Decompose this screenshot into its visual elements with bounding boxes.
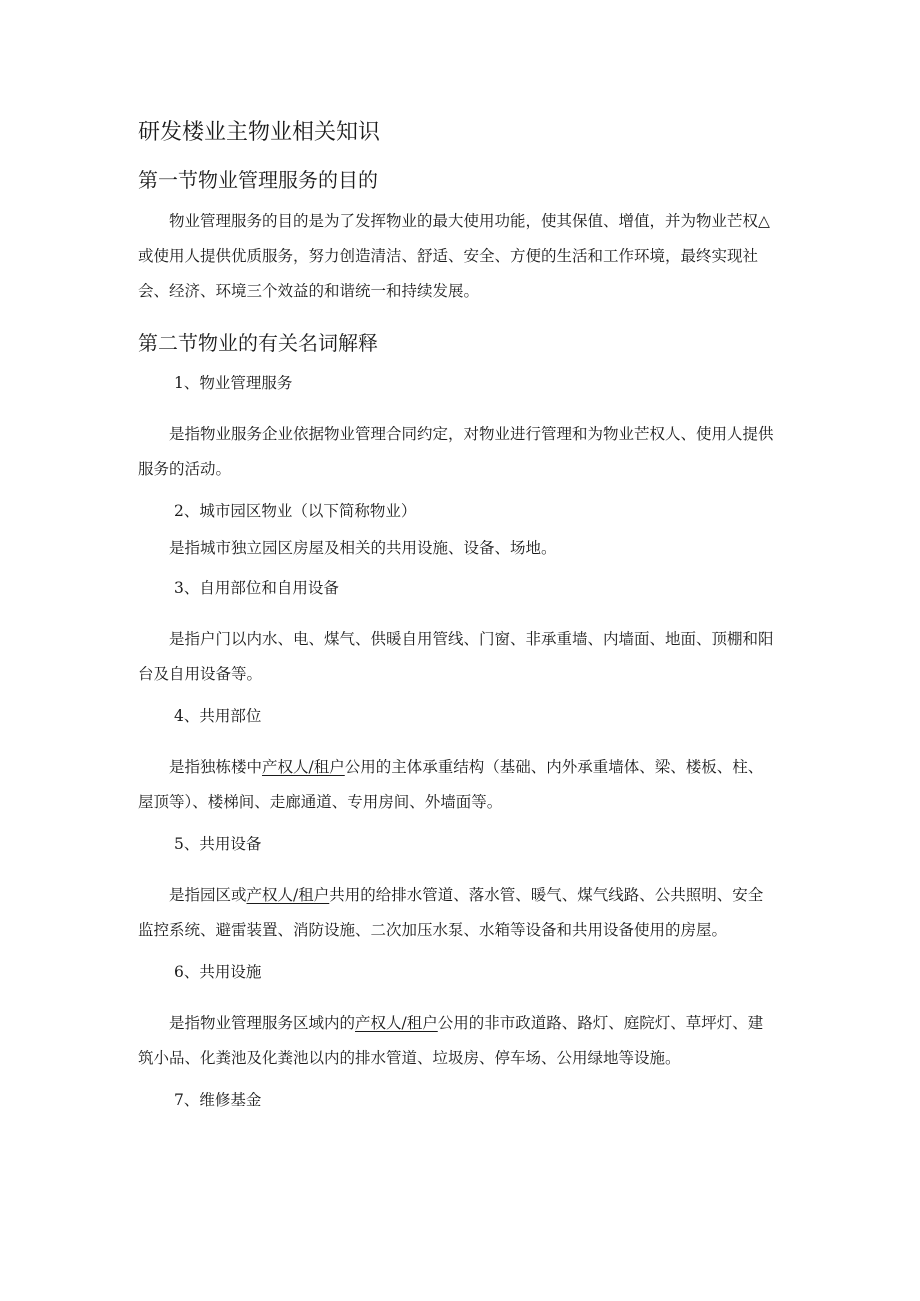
term-5-definition — [138, 878, 778, 948]
term-6-definition-pre: 是指物业管理服务区域内的 — [169, 1014, 356, 1032]
term-6-underlined-parties: 产权人/租户 — [355, 1014, 438, 1032]
term-1-definition-text: 是指物业服务企业依据物业管理合同约定，对物业进行管理和为物业芒权人、使用人提供服务的活动。 — [138, 425, 774, 478]
term-4-label: 4、共用部位 — [174, 707, 262, 725]
document-title: 研发楼业主物业相关知识 — [138, 120, 381, 145]
term-4-underlined-parties: 产权人/租户 — [262, 758, 345, 776]
section-1-paragraph: 物业管理服务的目的是为了发挥物业的最大使用功能，使其保值、增值，并为物业芒权△或使用人提供优质服务，努力创造清洁、舒适、安全、方便的生活和工作环境，最终实现社会、经济、环境三个效益的和谐统一和持续发展。 — [138, 212, 770, 300]
term-2-label: 2、城市园区物业（以下简称物业） — [174, 502, 417, 520]
term-2-definition — [138, 531, 778, 566]
term-2-definition-text: 是指城市独立园区房屋及相关的共用设施、设备、场地。 — [169, 539, 557, 557]
section-2-heading: 第二节物业的有关名词解释 — [138, 331, 378, 355]
term-3-definition — [138, 622, 778, 692]
section-1-heading: 第一节物业管理服务的目的 — [138, 168, 378, 192]
term-1-label: 1、物业管理服务 — [174, 374, 293, 392]
term-1-definition — [138, 417, 778, 487]
document-body — [138, 118, 778, 1114]
term-4-definition-pre: 是指独栋楼中 — [169, 758, 263, 776]
term-6-definition — [138, 1006, 778, 1076]
term-6-definition-post: 公用的非市政道路、路灯、庭院灯、草坪灯、建筑小品、化粪池及化粪池以内的排水管道、垃圾房、停车场、公用绿地等设施。 — [138, 1014, 764, 1067]
term-3-definition-text: 是指户门以内水、电、煤气、供暖自用管线、门窗、非承重墙、内墙面、地面、顶棚和阳台及自用设备等。 — [138, 630, 774, 683]
term-3-label: 3、自用部位和自用设备 — [174, 579, 339, 597]
term-5-label: 5、共用设备 — [174, 835, 262, 853]
term-6-label: 6、共用设施 — [174, 963, 262, 981]
term-4-definition — [138, 750, 778, 820]
term-5-definition-post: 共用的给排水管道、落水管、暖气、煤气线路、公共照明、安全监控系统、避雷装置、消防设施、二次加压水泵、水箱等设备和共用设备使用的房屋。 — [138, 886, 764, 939]
term-7-label: 7、维修基金 — [174, 1091, 262, 1109]
term-5-definition-pre: 是指园区或 — [169, 886, 247, 904]
term-4-definition-post: 公用的主体承重结构（基础、内外承重墙体、梁、楼板、柱、屋顶等）、楼梯间、走廊通道、专用房间、外墙面等。 — [138, 758, 764, 811]
term-5-underlined-parties: 产权人/租户 — [246, 886, 330, 904]
